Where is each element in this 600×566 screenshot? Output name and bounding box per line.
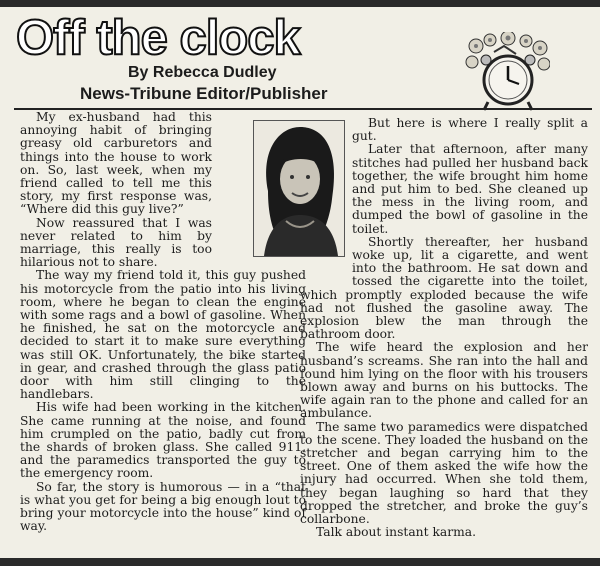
left-column xyxy=(20,111,306,534)
author-role: News-Tribune Editor/Publisher xyxy=(80,84,328,103)
headline: Off the clock xyxy=(16,11,300,65)
bottom-border xyxy=(0,558,600,566)
paragraph: Now reassured that I was never related to him by marriage, this really is too hilarious not to share. xyxy=(20,215,212,270)
paragraph: Shortly thereafter, her husband woke up, lit a cigarette, and went into the bathroom. He sat down and tossed the cigarette into the toilet, which promptly exploded because the wife had not flushed the gasoline away. The explosion blew the man through the bathroom door. xyxy=(300,234,588,342)
right-column xyxy=(300,117,588,540)
paragraph: His wife had been working in the kitchen. She came running at the noise, and found him crumpled on the patio, badly cut from the shards of broken glass. She called 911, and the paramedics transported the guy to the emergency room. xyxy=(20,400,306,481)
paragraph: Later that afternoon, after many stitches had pulled her husband back together, the wife brought him home and put him to bed. She cleaned up the mess in the living room, and dumped the bowl of gasoline in the toilet. xyxy=(352,142,588,236)
paragraph: My ex-husband had this annoying habit of bringing greasy old carburetors and things into the house to work on. So, last week, when my friend called to tell me this story, my first response was, “Where did this guy live?” xyxy=(20,110,212,217)
paragraph: So far, the story is humorous — in a “that is what you get for being a big enough lout to bring your motorcycle into the house” kind of way. xyxy=(20,479,306,534)
paragraph: Talk about instant karma. xyxy=(316,525,477,540)
paragraph: The way my friend told it, this guy pushed his motorcycle from the patio into his living room, where he began to clean the engine with some rags and a bowl of gasoline. When he finished, he sat on the motorcycle and decided to start it to make sure everything was still OK. Unfortunately, the bike started in gear, and crashed through the glass patio door with him still clinging to the handlebars. xyxy=(20,268,306,402)
paragraph: The wife heard the explosion and her husband’s screams. She ran into the hall and found him lying on the floor with his trousers blown away and burns on his buttocks. The wife again ran to the phone and called for an ambulance. xyxy=(300,340,588,421)
paragraph: But here is where I really split a gut. xyxy=(352,116,588,144)
alarm-clock-illustration xyxy=(464,32,550,114)
photo-wrap-spacer xyxy=(300,117,352,279)
byline: By Rebecca Dudley xyxy=(128,64,277,81)
top-border xyxy=(0,0,600,7)
photo-wrap-spacer xyxy=(218,111,306,255)
paragraph: The same two paramedics were dispatched to the scene. They loaded the husband on the stretcher and began carrying him to the street. One of them asked the wife how the injury had occurred. When she told them, they began laughing so hard that they dropped the stretcher, and broke the guy’s collarbone. xyxy=(300,419,588,527)
